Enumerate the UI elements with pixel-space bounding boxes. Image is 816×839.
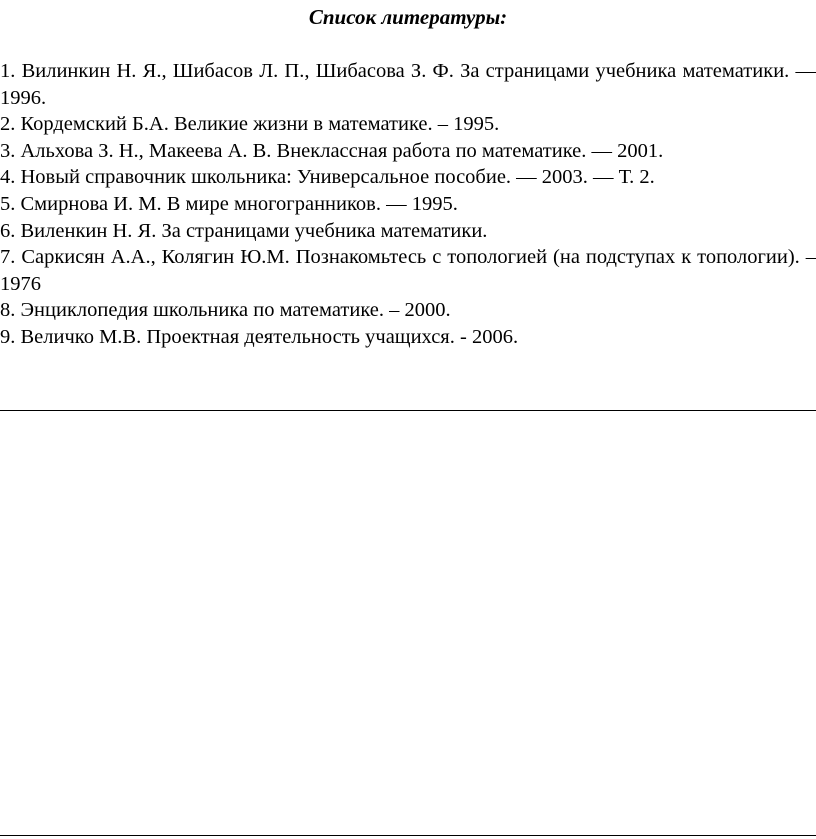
reference-item: 1. Вилинкин Н. Я., Шибасов Л. П., Шибасова З. Ф. За страницами учебника математики. — 1996. <box>0 60 816 109</box>
reference-item: 3. Альхова З. Н., Макеева А. В. Внеклассная работа по математике. — 2001. <box>0 139 664 162</box>
reference-item: 2. Кордемский Б.А. Великие жизни в математике. – 1995. <box>0 113 500 136</box>
horizontal-divider <box>0 410 816 411</box>
reference-item: 7. Саркисян А.А., Колягин Ю.М. Познакомьтесь с топологией (на подступах к топологии). – 1976 <box>0 246 816 295</box>
reference-item: 8. Энциклопедия школьника по математике. – 2000. <box>0 299 451 322</box>
page-title: Список литературы: <box>308 5 508 29</box>
reference-item: 4. Новый справочник школьника: Универсальное пособие. — 2003. — Т. 2. <box>0 166 655 189</box>
reference-item: 9. Величко М.В. Проектная деятельность учащихся. - 2006. <box>0 325 519 348</box>
horizontal-divider <box>0 835 816 836</box>
reference-list <box>0 58 816 351</box>
reference-item: 5. Смирнова И. М. В мире многогранников. — 1995. <box>0 192 458 215</box>
reference-item: 6. Виленкин Н. Я. За страницами учебника математики. <box>0 219 488 242</box>
